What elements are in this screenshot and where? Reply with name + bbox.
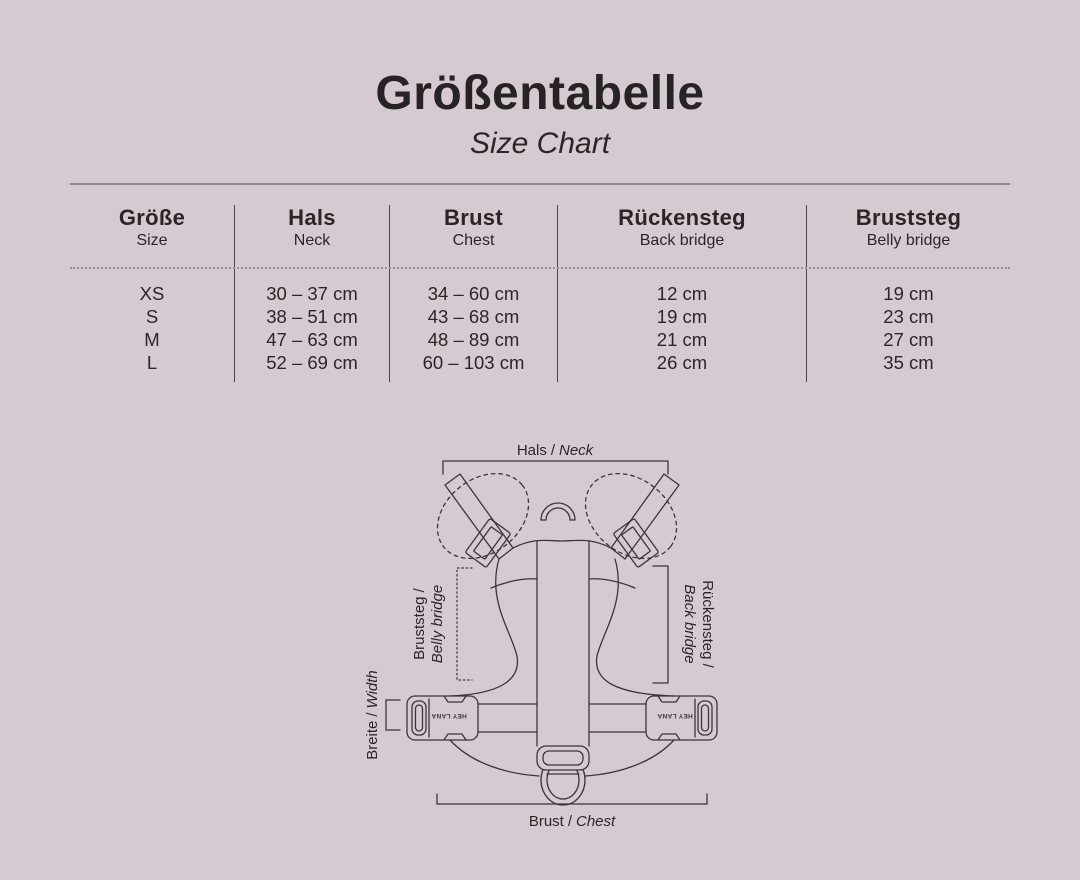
table-cell: XS xyxy=(139,283,165,304)
table-cell: 30 – 37 cm xyxy=(266,283,358,304)
belly-bridge-bracket xyxy=(457,568,472,680)
svg-text:Belly bridge: Belly bridge xyxy=(429,584,446,664)
table-cell: 27 cm xyxy=(883,329,934,350)
svg-text:Bruststeg /: Bruststeg / xyxy=(411,588,428,660)
column-neck xyxy=(235,205,390,382)
column-header xyxy=(390,205,557,253)
svg-text:Rückensteg /: Rückensteg / xyxy=(699,580,716,668)
column-header-de: Rückensteg xyxy=(618,205,746,230)
neck-label: Hals / Neck xyxy=(516,442,594,459)
back-bridge-label xyxy=(681,580,716,668)
column-header xyxy=(558,205,806,253)
page-title: Größentabelle xyxy=(375,67,705,120)
table-cell: 47 – 63 cm xyxy=(266,329,358,350)
column-chest xyxy=(390,205,558,382)
table-cell: M xyxy=(144,329,160,350)
table-cell: 12 cm xyxy=(656,283,708,304)
column-header xyxy=(70,205,234,253)
handle-loop xyxy=(541,503,575,520)
column-header-de: Hals xyxy=(288,205,336,230)
column-header xyxy=(235,205,389,253)
shoulder-strap-left xyxy=(445,474,513,559)
svg-text:Back bridge: Back bridge xyxy=(681,584,698,664)
harness-body-outline xyxy=(450,540,674,746)
d-ring xyxy=(537,746,589,805)
table-cell: 26 cm xyxy=(656,352,708,373)
table-cell: 35 cm xyxy=(883,352,934,373)
column-header-de: Bruststeg xyxy=(855,205,962,230)
width-label: Breite/Width xyxy=(364,670,381,760)
column-size xyxy=(70,205,235,382)
column-header-de: Brust xyxy=(444,205,503,230)
column-back-bridge xyxy=(558,205,807,382)
column-header-en: Size xyxy=(136,232,168,249)
table-cell: 38 – 51 cm xyxy=(266,306,358,327)
buckle-brand-right: HEY LANA xyxy=(657,712,693,719)
chest-label: Brust / Chest xyxy=(528,813,616,830)
table-cell: 48 – 89 cm xyxy=(427,329,520,350)
table-cell: 19 cm xyxy=(883,283,934,304)
table-cell: 43 – 68 cm xyxy=(427,306,520,327)
buckle-brand-left: HEY LANA xyxy=(431,712,467,719)
table-cell: L xyxy=(146,352,158,373)
neck-bracket xyxy=(443,461,668,474)
width-bracket xyxy=(386,700,400,730)
table-cell: 52 – 69 cm xyxy=(266,352,358,373)
table-header-separator xyxy=(70,267,1010,269)
column-header-en: Belly bridge xyxy=(866,232,951,249)
table-cell: 21 cm xyxy=(656,329,708,350)
table-cell: 23 cm xyxy=(883,306,934,327)
back-bridge-bracket xyxy=(653,566,668,683)
table-cell: 60 – 103 cm xyxy=(422,352,525,373)
table-cell: S xyxy=(145,306,159,327)
size-chart-table xyxy=(70,205,1010,382)
column-header-en: Neck xyxy=(293,232,331,249)
table-cell: 34 – 60 cm xyxy=(427,283,520,304)
table-cell: 19 cm xyxy=(656,306,708,327)
column-belly-bridge xyxy=(807,205,1010,382)
harness-measurement-diagram xyxy=(350,428,750,860)
column-header-en: Chest xyxy=(452,232,495,249)
belly-bridge-label xyxy=(411,585,446,663)
column-header xyxy=(807,205,1010,253)
column-header-en: Back bridge xyxy=(639,232,725,249)
header-divider xyxy=(70,183,1010,185)
page-subtitle: Size Chart xyxy=(469,127,611,160)
shoulder-strap-right xyxy=(611,474,679,559)
column-header-de: Größe xyxy=(118,205,186,230)
